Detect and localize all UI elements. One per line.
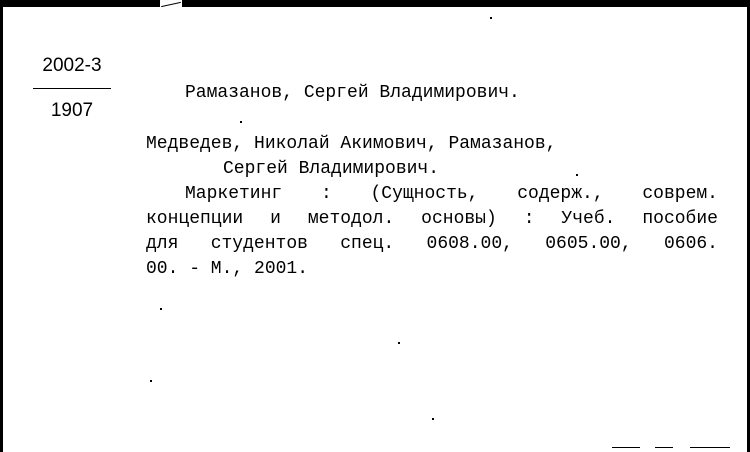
description-line-4: 00. - М., 2001. xyxy=(146,259,309,279)
shelf-mark xyxy=(30,52,114,125)
description-word: : xyxy=(523,209,535,229)
main-heading: Рамазанов, Сергей Владимирович. xyxy=(185,83,520,103)
description-word: 0605.00, xyxy=(545,234,632,254)
shelf-mark-bottom: 1907 xyxy=(50,100,94,121)
description-word: концепции xyxy=(146,209,244,229)
scan-mark-bottom xyxy=(655,447,673,448)
authors-line-2: Сергей Владимирович. xyxy=(223,159,440,179)
description-word: 0608.00, xyxy=(426,234,513,254)
scan-mark-bottom xyxy=(612,447,640,448)
description-line-3 xyxy=(146,233,718,255)
description-word: Учеб. xyxy=(561,209,616,229)
description-line-2 xyxy=(146,208,718,230)
description-word: Маркетинг xyxy=(185,184,283,204)
scan-border-left xyxy=(0,0,3,452)
scan-speck xyxy=(432,418,434,420)
description-word: соврем. xyxy=(642,184,718,204)
shelf-mark-divider xyxy=(33,88,111,89)
description-word: методол. xyxy=(307,209,395,229)
description-word: основы) xyxy=(421,209,497,229)
description-word: для xyxy=(146,234,179,254)
description-word: студентов xyxy=(210,234,308,254)
scan-mark-bottom xyxy=(690,447,730,448)
description-word: и xyxy=(270,209,281,229)
scan-border-top xyxy=(0,0,750,7)
description-word: 0606. xyxy=(663,234,718,254)
scan-speck xyxy=(150,380,152,382)
description-word: (Сущность, xyxy=(370,184,479,204)
scan-speck xyxy=(490,17,492,19)
description-word: спец. xyxy=(340,234,395,254)
description-word: : xyxy=(320,184,332,204)
description-word: содерж., xyxy=(517,184,604,204)
description-word: пособие xyxy=(642,209,718,229)
scan-speck xyxy=(398,342,400,344)
scan-speck xyxy=(240,121,242,123)
scan-speck xyxy=(160,308,162,310)
shelf-mark-top: 2002-3 xyxy=(42,55,102,76)
description-line-1 xyxy=(185,183,718,205)
authors-line-1: Медведев, Николай Акимович, Рамазанов, xyxy=(146,134,557,154)
scan-speck xyxy=(576,174,578,176)
